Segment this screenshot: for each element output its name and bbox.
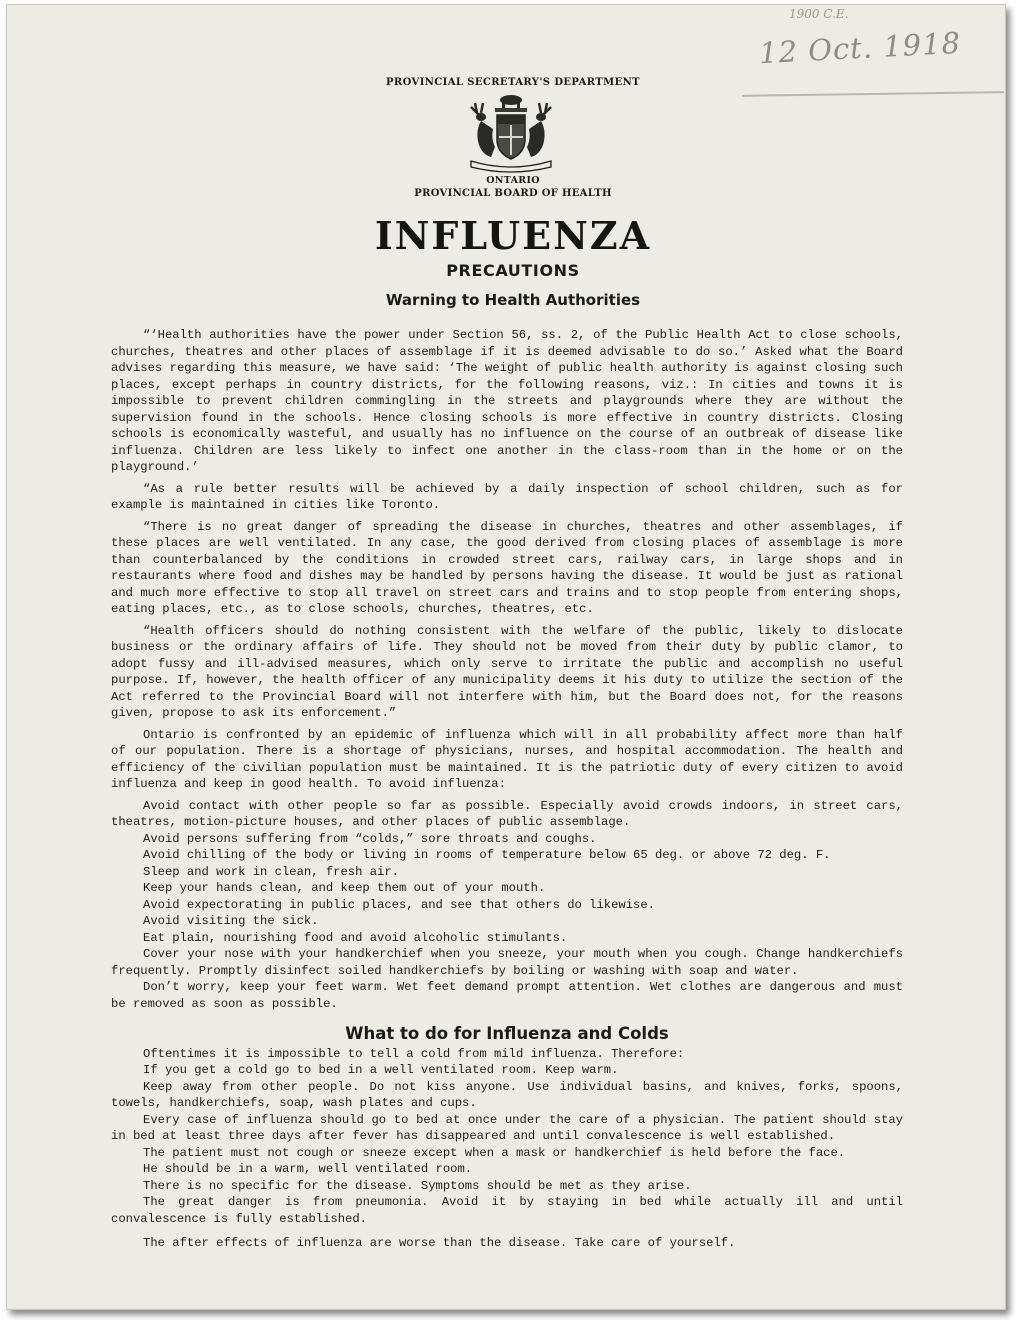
province-label: ONTARIO <box>486 175 540 186</box>
document-title: INFLUENZA <box>374 213 652 258</box>
paragraph: “There is no great danger of spreading the disease in churches, theatres and other assemblages, if these places are well ventilated. In any case, the good derived from closing places of assemblage is more than counterbalanced by the conditions in crowded street cars, railway cars, in large shops and in restaurants where food and dishes may be handled by persons having the disease. It would be just as rational and much more effective to stop all travel on street cars and trains and to stop people from entering shops, eating places, etc., as to close schools, churches, theatres, etc. <box>111 519 903 616</box>
list-item: Avoid visiting the sick. <box>143 914 319 928</box>
list-item: Avoid contact with other people so far as possible. Especially avoid crowds indoors, in street cars, theatres, motion-picture houses, and other places of public assemblage. <box>111 798 903 829</box>
list-item: Eat plain, nourishing food and avoid alcoholic stimulants. <box>143 930 568 945</box>
list-item: There is no specific for the disease. Symptoms should be met as they arise. <box>143 1178 692 1193</box>
section-heading-influenza-and-colds: What to do for Influenza and Colds <box>345 1024 669 1043</box>
ontario-coat-of-arms-icon <box>461 91 561 173</box>
paragraph: Ontario is confronted by an epidemic of influenza which will in all probability affect more than half of our population. There is a shortage of physicians, nurses, and hospital accommodation. The health and efficiency of the civilian population must be maintained. It is the patriotic duty of every citizen to avoid influenza and keep in good health. To avoid influenza: <box>111 727 903 791</box>
department-heading: PROVINCIAL SECRETARY'S DEPARTMENT <box>385 77 641 88</box>
handwritten-reference-note: 1900 C.E. <box>789 7 849 21</box>
list-item: Keep away from other people. Do not kiss anyone. Use individual basins, and knives, forks, spoons, towels, handkerchiefs, soap, wash plates and cups. <box>111 1079 903 1110</box>
list-item: Oftentimes it is impossible to tell a cold from mild influenza. Therefore: <box>143 1046 685 1061</box>
list-item: Keep your hands clean, and keep them out of your mouth. <box>143 881 546 895</box>
list-item: He should be in a warm, well ventilated room. <box>143 1162 473 1176</box>
paragraph: “‘Health authorities have the power under Section 56, ss. 2, of the Public Health Act to close schools, churches, theatres and other places of assemblage if it is deemed advisable to do so.’ Asked what the Board advises regarding this measure, we have said: ‘The weight of public health authority is against closing such places, except perhaps in country districts, for the following reasons, viz.: In cities and towns it is impossible to prevent children commingling in the streets and playgrounds where they are without the supervision found in the schools. Hence closing schools is more effective in country districts. Closing schools is economically wasteful, and usually has no influence on the course of an outbreak of disease like influenza. Children are less likely to infect one another in the class-room than in the home or on the playground.’ <box>111 328 903 474</box>
document-body <box>111 327 903 1252</box>
closing-remark: The after effects of influenza are worse than the disease. Take care of yourself. <box>143 1236 736 1250</box>
list-item: Cover your nose with your handkerchief when you sneeze, your mouth when you cough. Change handkerchiefs frequently. Promptly disinfect soiled handkerchiefs by boiling or washing with soap and water. <box>111 947 903 978</box>
influenza-care-list <box>111 1046 903 1252</box>
board-of-health-label: PROVINCIAL BOARD OF HEALTH <box>414 188 612 199</box>
handwritten-underline <box>742 91 1004 97</box>
list-item: Avoid expectorating in public places, and see that others do likewise. <box>143 897 655 912</box>
list-item: If you get a cold go to bed in a well ventilated room. Keep warm. <box>143 1063 619 1077</box>
list-item: Avoid chilling of the body or living in rooms of temperature below 65 deg. or above 72 deg. F. <box>143 848 831 862</box>
avoid-influenza-list <box>111 798 903 1013</box>
paragraph: “As a rule better results will be achieved by a daily inspection of school children, such as for example is maintained in cities like Toronto. <box>111 481 903 512</box>
list-item: Every case of influenza should go to bed at once under the care of a physician. The patient should stay in bed at least three days after fever has disappeared and until convalescence is well established. <box>111 1112 903 1143</box>
warning-heading: Warning to Health Authorities <box>385 291 641 309</box>
document-page <box>6 4 1006 1310</box>
list-item: Don’t worry, keep your feet warm. Wet feet demand prompt attention. Wet clothes are dangerous and must be removed as soon as possible. <box>111 980 903 1011</box>
handwritten-date: 12 Oct. 1918 <box>758 25 962 71</box>
document-subtitle: PRECAUTIONS <box>446 261 580 280</box>
paragraph: “Health officers should do nothing consistent with the welfare of the public, likely to dislocate business or the ordinary affairs of life. They should not be moved from their duty by public clamor, to adopt fussy and ill-advised measures, which only serve to irritate the public and accomplish no useful purpose. If, however, the health officer of any municipality deems it his duty to utilize the section of the Act referred to the Provincial Board will not interfere with him, but the Board does not, for the reasons given, propose to ask its enforcement.” <box>111 623 903 720</box>
list-item: Avoid persons suffering from “colds,” sore throats and coughs. <box>143 831 597 846</box>
list-item: The patient must not cough or sneeze except when a mask or handkerchief is held before the face. <box>143 1145 846 1160</box>
list-item: Sleep and work in clean, fresh air. <box>143 864 399 879</box>
list-item: The great danger is from pneumonia. Avoid it by staying in bed while actually ill and until convalescence is fully established. <box>111 1195 903 1226</box>
